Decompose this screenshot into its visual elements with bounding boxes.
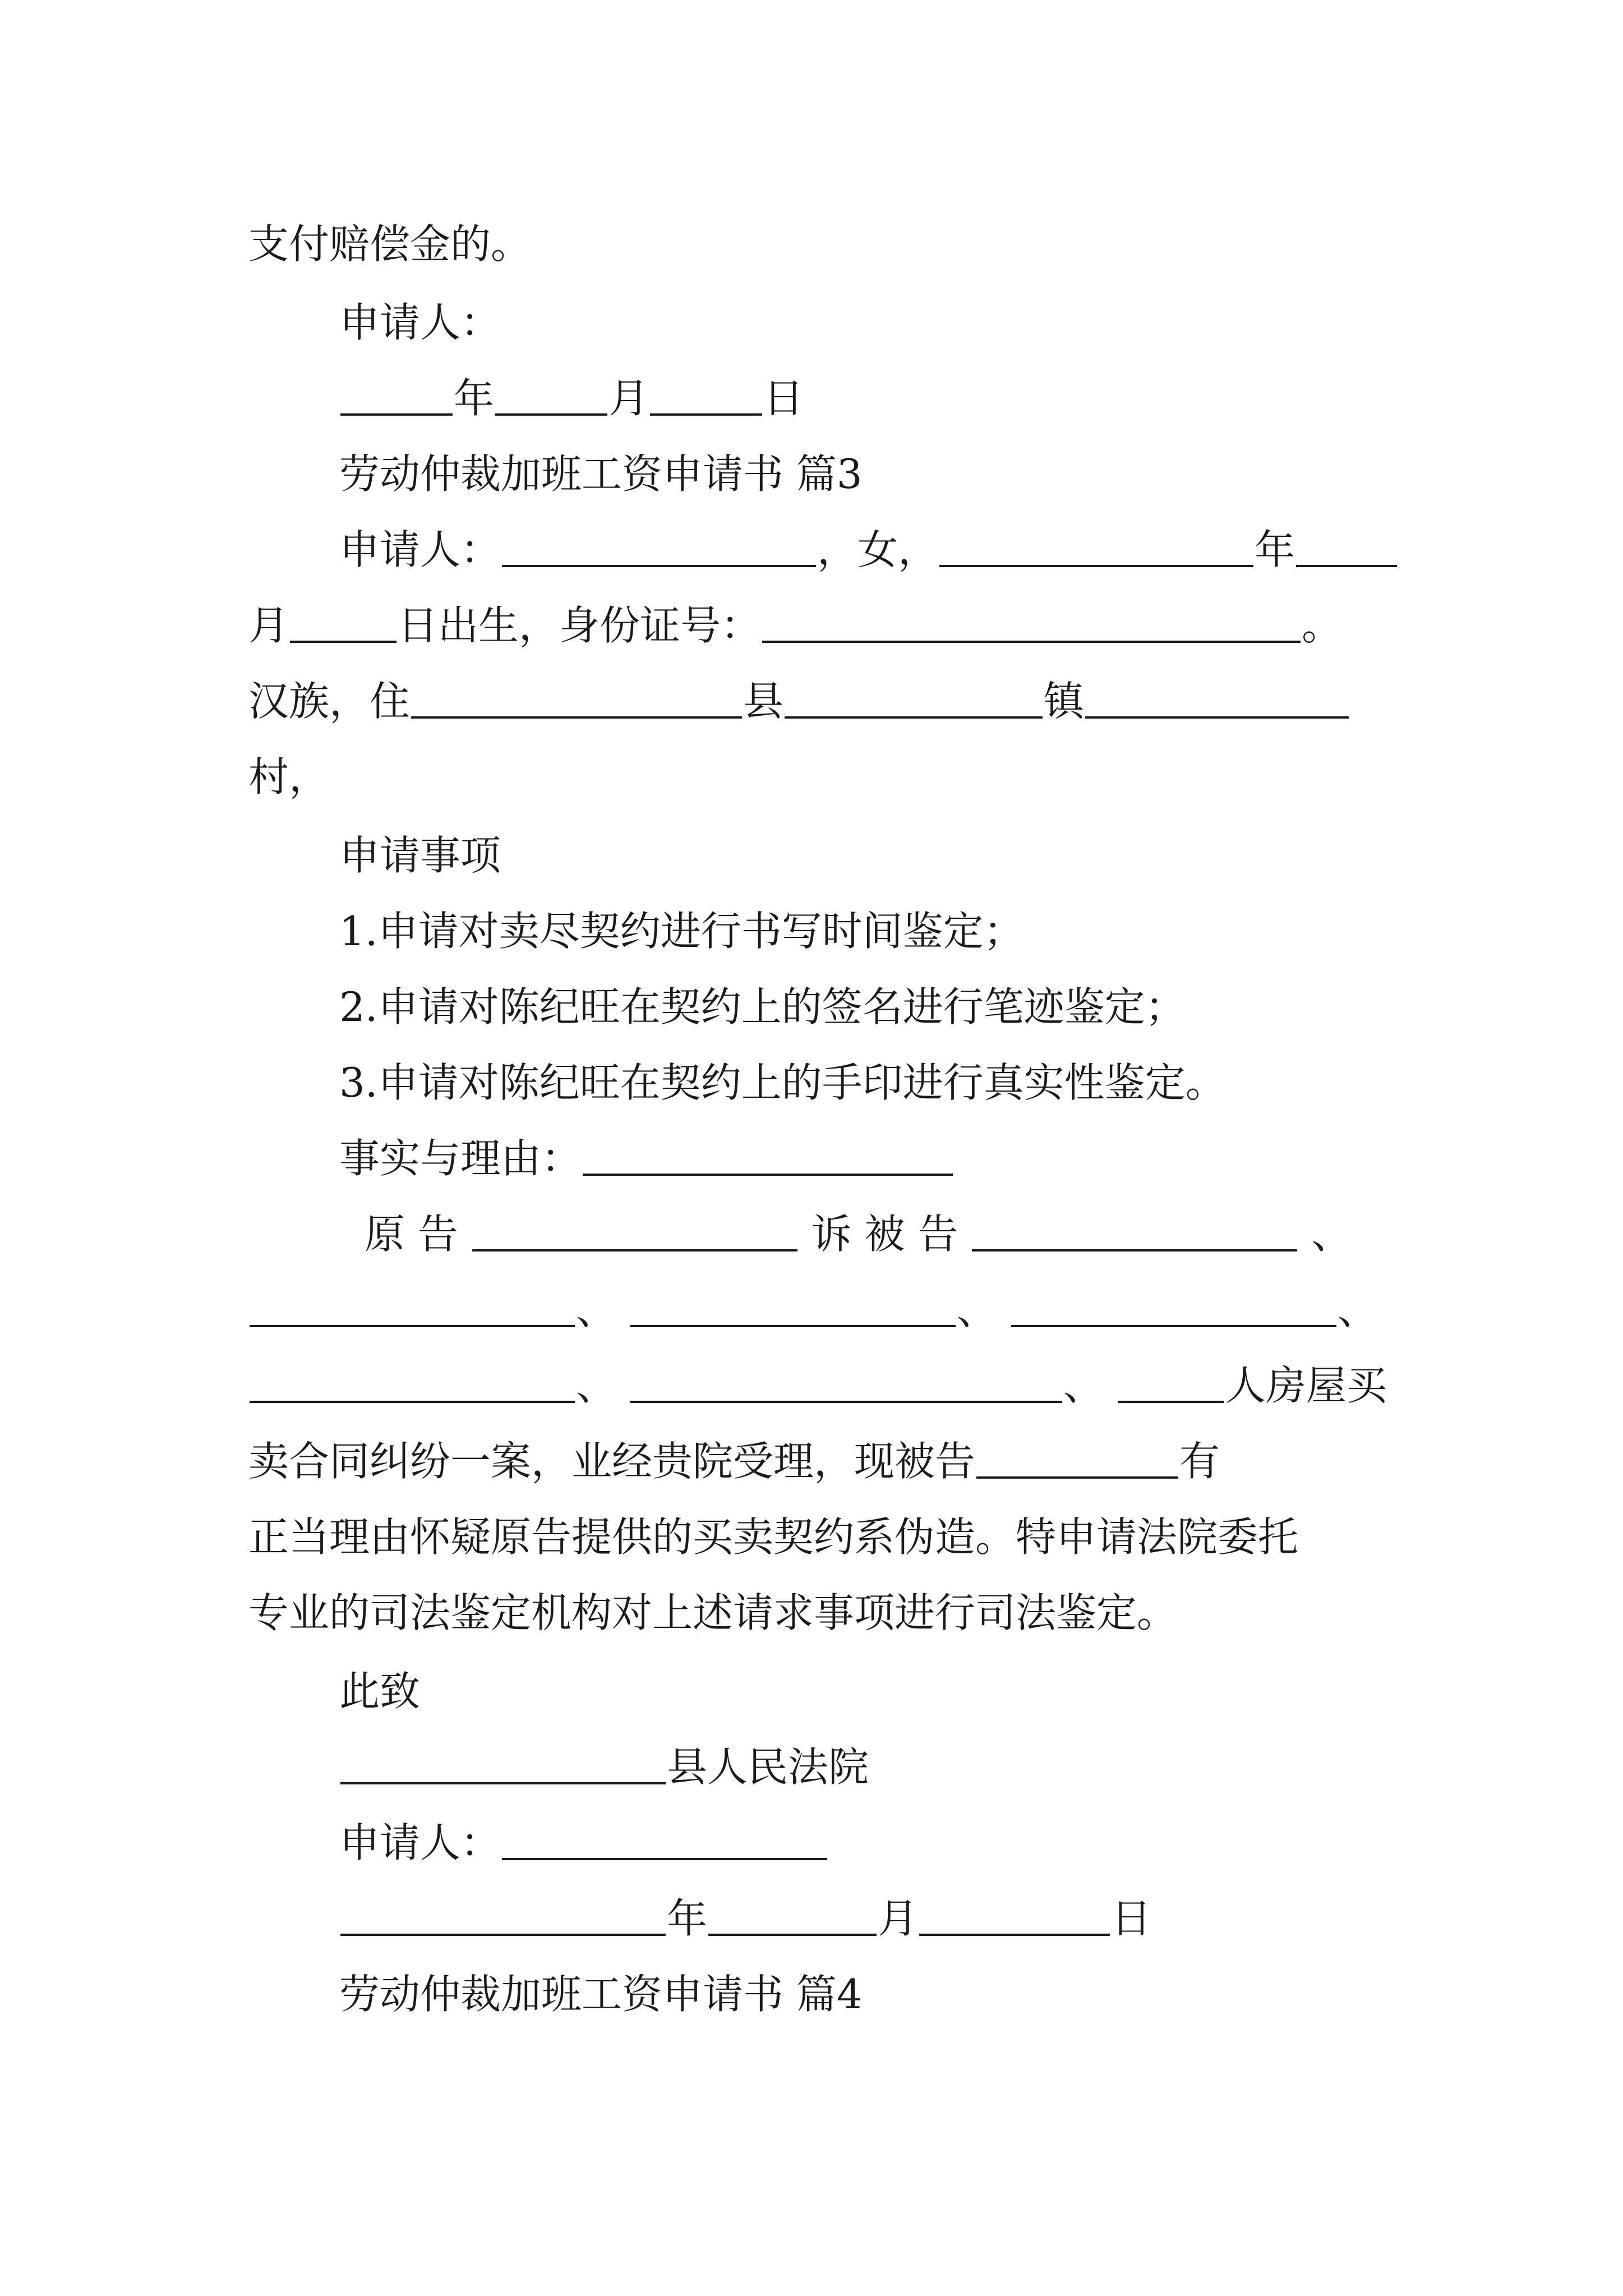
- paragraph-line: [248, 1433, 1220, 1489]
- year-blank: [340, 1893, 666, 1936]
- parties-line: [248, 1358, 1387, 1414]
- party-blank: [250, 1360, 575, 1403]
- text: 村，: [248, 753, 330, 800]
- plaintiff-blank: [472, 1209, 797, 1251]
- facts-heading: [339, 1130, 954, 1186]
- text: 县人民法院: [667, 1743, 869, 1791]
- birth-id-line: [248, 597, 1342, 654]
- text: 、: [956, 1286, 997, 1333]
- day-blank: [919, 1893, 1110, 1936]
- text: 汉族，住: [248, 678, 411, 725]
- party-blank: [630, 1285, 956, 1327]
- date-line: [339, 370, 804, 426]
- applicant-signature-line: [339, 1815, 828, 1871]
- town-blank: [785, 676, 1043, 719]
- text: 、: [1311, 1211, 1352, 1258]
- text: 申请人：: [339, 299, 501, 346]
- list-item: [339, 1055, 1226, 1111]
- text: 年: [667, 1895, 708, 1942]
- text: 日出生，身份证号：: [398, 602, 762, 649]
- party-blank: [1118, 1360, 1224, 1403]
- text: 申请人：: [339, 1819, 501, 1866]
- text: 有: [1179, 1438, 1220, 1485]
- address-line: [248, 673, 1350, 729]
- text: 、: [1063, 1362, 1104, 1409]
- party-blank: [1011, 1285, 1336, 1327]
- text: 2.申请对陈纪旺在契约上的签名进行笔迹鉴定；: [339, 983, 1186, 1030]
- list-item: [339, 979, 1186, 1035]
- text: 诉 被 告: [811, 1211, 958, 1258]
- text: 月: [878, 1895, 919, 1942]
- applicant-label: [339, 295, 501, 351]
- text: 支付赔偿金的。: [248, 220, 532, 268]
- text: 劳动仲裁加班工资申请书 篇4: [339, 1971, 863, 2018]
- text: 原 告: [365, 1211, 458, 1258]
- parties-line: [248, 1282, 1378, 1338]
- defendant-blank: [976, 1436, 1178, 1479]
- text: 、: [576, 1286, 617, 1333]
- text: 卖合同纠纷一案，业经贵院受理，现被告: [248, 1438, 976, 1485]
- text: 申请事项: [339, 832, 501, 879]
- signature-blank: [502, 1818, 827, 1860]
- county-blank: [340, 1742, 666, 1784]
- paragraph-line: [248, 749, 329, 805]
- parties-line: [365, 1206, 1352, 1262]
- text: 事实与理由：: [339, 1135, 582, 1182]
- day-blank: [290, 600, 396, 643]
- month-blank: [495, 373, 607, 416]
- month-blank: [1296, 524, 1397, 567]
- paragraph-line: [248, 1585, 1177, 1641]
- defendant-blank: [972, 1209, 1297, 1251]
- text: 正当理由怀疑原告提供的买卖契约系伪造。特申请法院委托: [248, 1513, 1299, 1561]
- village-blank: [1085, 676, 1349, 719]
- month-blank: [708, 1893, 877, 1936]
- section-heading: [339, 446, 863, 502]
- text: 月: [248, 602, 289, 649]
- text: 日: [763, 375, 804, 422]
- text: 年: [1255, 526, 1295, 573]
- text: 此致: [339, 1668, 421, 1715]
- salutation: [339, 1663, 420, 1719]
- id-number-blank: [762, 600, 1301, 643]
- text: 、: [576, 1362, 617, 1409]
- paragraph-line: [248, 1509, 1298, 1565]
- court-line: [339, 1739, 869, 1795]
- text: 、: [1337, 1286, 1378, 1333]
- text: 年: [454, 375, 495, 422]
- text: 县: [743, 678, 784, 725]
- text: 人房屋买: [1225, 1362, 1387, 1409]
- text: 。: [1302, 602, 1343, 649]
- section-heading: [339, 827, 501, 884]
- text: 3.申请对陈纪旺在契约上的手印进行真实性鉴定。: [339, 1059, 1226, 1106]
- text: ，女，: [817, 526, 939, 573]
- text: 申请人：: [339, 526, 501, 573]
- text: 专业的司法鉴定机构对上述请求事项进行司法鉴定。: [248, 1589, 1178, 1636]
- year-blank: [340, 373, 453, 416]
- county-blank: [411, 676, 742, 719]
- name-blank: [502, 524, 816, 567]
- text: 日: [1111, 1895, 1152, 1942]
- section-heading: [339, 1966, 863, 2022]
- date-line: [339, 1890, 1151, 1947]
- year-blank: [939, 524, 1253, 567]
- party-blank: [630, 1360, 1062, 1403]
- day-blank: [650, 373, 762, 416]
- text: 1.申请对卖尽契约进行书写时间鉴定；: [339, 908, 1024, 955]
- applicant-info-line: [339, 522, 1398, 578]
- party-blank: [250, 1285, 575, 1327]
- text: 镇: [1044, 678, 1085, 725]
- facts-blank: [583, 1133, 953, 1176]
- text: 劳动仲裁加班工资申请书 篇3: [339, 450, 863, 498]
- paragraph-line: [248, 216, 531, 272]
- text: 月: [608, 375, 649, 422]
- list-item: [339, 903, 1024, 959]
